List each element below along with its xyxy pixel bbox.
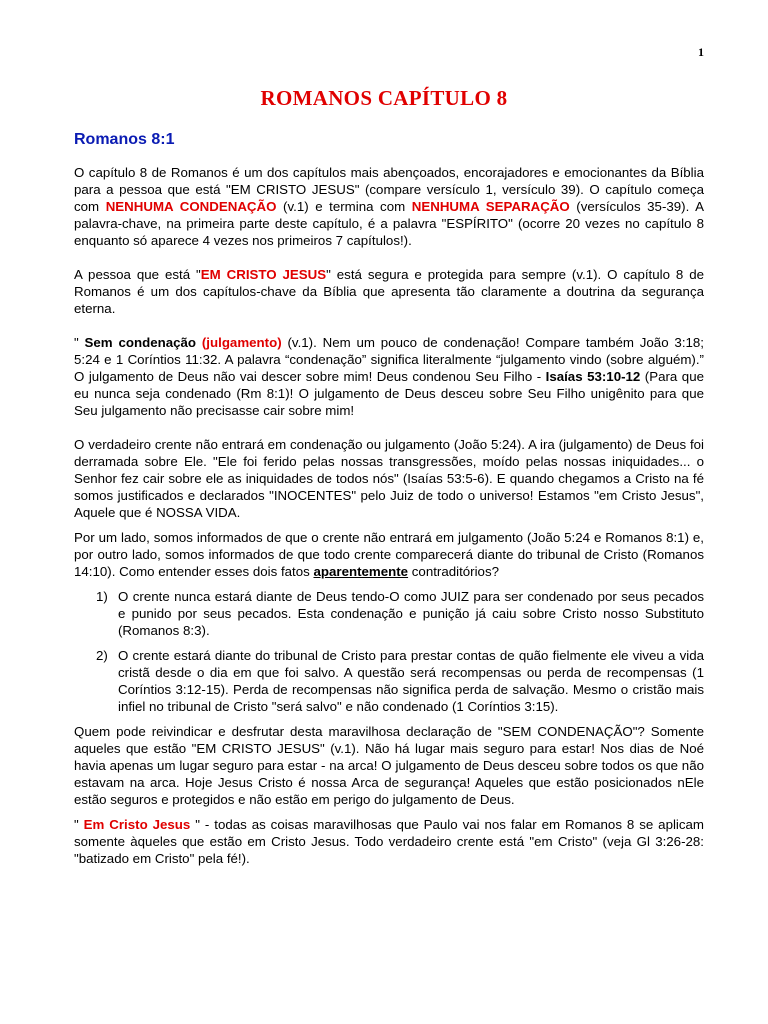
highlight-judgment: (julgamento) [201,335,282,350]
body-text [74,164,704,867]
page-number: 1 [698,45,704,59]
highlight-no-condemnation: NENHUMA CONDENAÇÃO [105,199,277,214]
paragraph-in-christ: A pessoa que está "EM CRISTO JESUS" está segura e protegida para sempre (v.1). O capítulo 8 de Romanos é um dos capítulos-chave da Bíblia que apresenta tão claramente a doutrina da segurança eterna. [74,267,704,316]
paragraph-intro: O capítulo 8 de Romanos é um dos capítulos mais abençoados, encorajadores e emocionantes da Bíblia para a pessoa que está "EM CRISTO JESUS" (compare versículo 1, versículo 39). O capítulo começa com NENHUMA CONDENAÇÃO (v.1) e termina com NENHUMA SEPARAÇÃO (versículos 35-39). A palavra-chave, na primeira parte deste capítulo, é a palavra "ESPÍRITO" (ocorre 20 vezes no capítulo 8 enquanto só aparece 4 vezes nos primeiros 7 capítulos!). [74,165,704,248]
list-number: 1) [96,589,108,604]
paragraph-question: Por um lado, somos informados de que o crente não entrará em julgamento (João 5:24 e Romanos 8:1) e, por outro lado, somos informados de que todo crente comparecerá diante do tribunal de Cristo (Romanos 14:10). Como entender esses dois fatos aparentemente contraditórios? [74,530,704,579]
list-item [74,647,704,715]
paragraph-in-christ-jesus: " Em Cristo Jesus " - todas as coisas maravilhosas que Paulo vai nos falar em Romanos 8 se aplicam somente àqueles que estão em Cristo Jesus. Todo verdadeiro crente está "em Cristo" (veja Gl 3:26-28: "batizado em Cristo" pela fé!). [74,817,704,866]
highlight-no-separation: NENHUMA SEPARAÇÃO [411,199,570,214]
chapter-title: ROMANOS CAPÍTULO 8 [260,86,508,110]
paragraph-no-condemnation: " Sem condenação (julgamento) (v.1). Nem um pouco de condenação! Compare também João 3:18; 5:24 e 1 Coríntios 11:32. A palavra “condenação” significa literalmente “julgamento vindo (sobre alguém).” O julgamento de Deus não vai descer sobre mim! Deus condenou Seu Filho - Isaías 53:10-12 (Para que eu nunca seja condenado (Rm 8:1)! O julgamento de Deus desceu sobre Seu Filho unigênito para que Seu julgamento não precisasse cair sobre mim! [74,335,704,418]
underlined-term: aparentemente [313,564,409,579]
paragraph-ark: Quem pode reivindicar e desfrutar desta maravilhosa declaração de "SEM CONDENAÇÃO"? Somente aqueles que estão "EM CRISTO JESUS" (v.1). Não há lugar mais seguro para estar! Nos dias de Noé havia apenas um lugar seguro para estar - na arca! O julgamento de Deus desceu sobre todos os que não estavam na arca. Hoje Jesus Cristo é nossa Arca de segurança! Aqueles que estão posicionados nEle estão seguros e protegidos e não estão em perigo do julgamento de Deus. [74,724,704,807]
paragraph-true-believer: O verdadeiro crente não entrará em condenação ou julgamento (João 5:24). A ira (julgamento) de Deus foi derramada sobre Ele. "Ele foi ferido pelas nossas transgressões, moído pelas nossas iniquidades... o Senhor fez cair sobre ele as iniquidades de todos nós" (Isaías 53:5-6). E quando chegamos a Cristo na fé somos justificados e declarados "INOCENTES" pelo Juiz de todo o universo! Estamos "em Cristo Jesus", Aquele que é NOSSA VIDA. [74,437,704,520]
highlight-em-cristo-jesus: Em Cristo Jesus [83,817,191,832]
section-heading: Romanos 8:1 [74,131,175,148]
list-text: O crente nunca estará diante de Deus tendo-O como JUIZ para ser condenado por seus pecados e punido por seus pecados. Esta condenação e punição já caiu sobre Cristo nosso Substituto (Romanos 8:3). [118,589,704,638]
list-text: O crente estará diante do tribunal de Cristo para prestar contas de quão fielmente ele viveu a vida cristã desde o dia em que foi salvo. A questão será recompensas ou perda de recompensas (1 Coríntios 3:12-15). Perda de recompensas não significa perda de salvação. Mesmo o cristão mais infiel no tribunal de Cristo "será salvo" e não condenado (1 Coríntios 3:15). [118,648,704,714]
highlight-in-christ-jesus: EM CRISTO JESUS [200,267,327,282]
list-number: 2) [96,648,108,663]
bold-term: Sem condenação [84,335,197,350]
numbered-list [74,588,704,715]
list-item [74,588,704,639]
bold-reference: Isaías 53:10-12 [545,369,641,384]
